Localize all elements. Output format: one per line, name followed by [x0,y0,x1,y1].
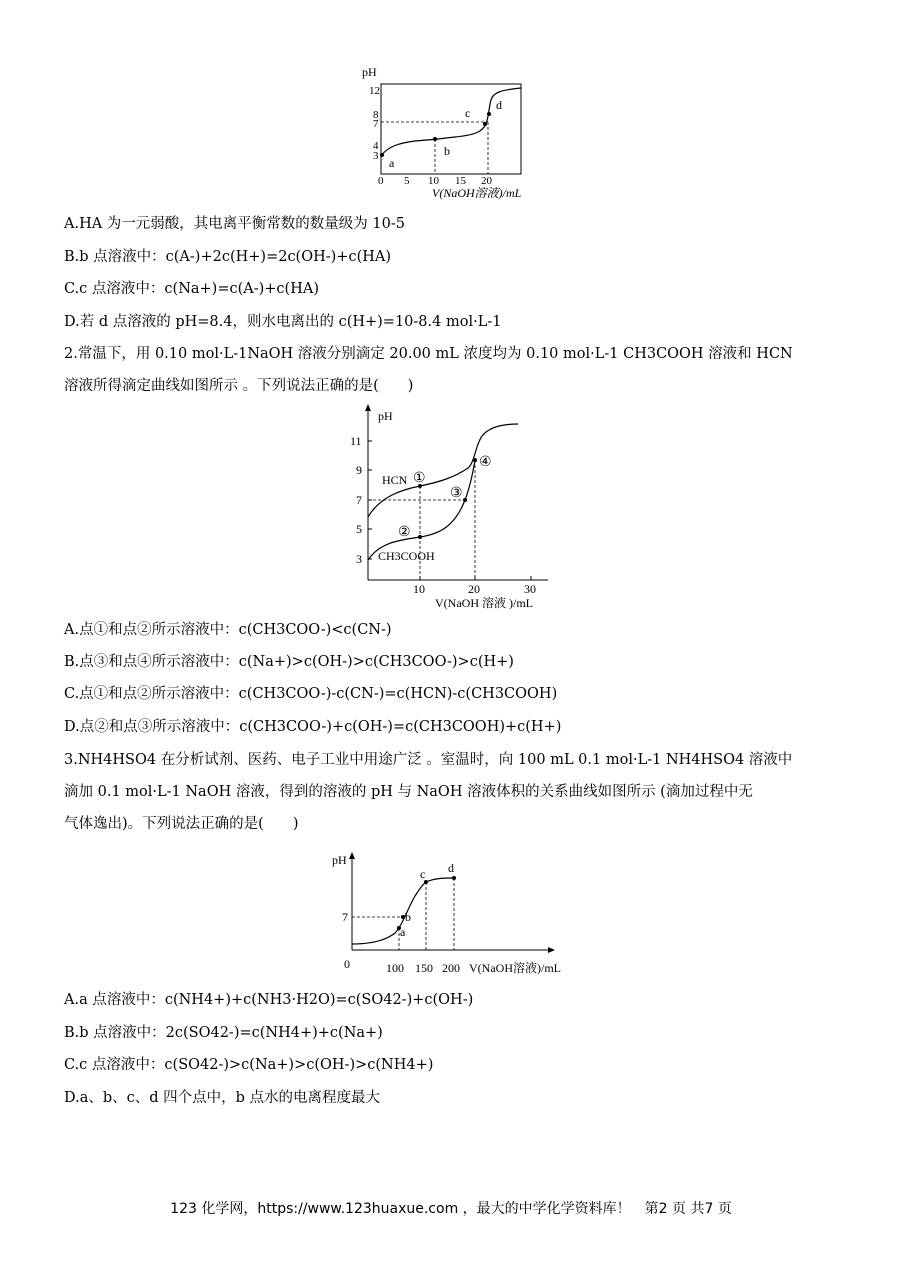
fig1-xtick: 20 [481,175,492,187]
fig1-xlabel: V(NaOH溶液)/mL [432,186,522,200]
q1-option-c: C.c 点溶液中：c(Na+)=c(A-)+c(HA) [64,281,319,297]
q1-option-d: D.若 d 点溶液的 pH=8.4，则水电离出的 c(H+)=10-8.4 mol·L-1 [64,314,502,330]
q2-option-b: B.点③和点④所示溶液中：c(Na+)>c(OH-)>c(CH3COO-)>c(H+) [64,654,514,670]
fig2-ytick: 5 [356,522,362,536]
q2-stem-line1: 2.常温下，用 0.10 mol·L-1NaOH 溶液分别滴定 20.00 mL 浓度均为 0.10 mol·L-1 CH3COOH 溶液和 HCN [64,346,793,362]
fig3-point-b: b [405,910,411,924]
fig1-ytick: 8 [373,109,379,121]
fig1-point-c: c [465,106,471,120]
fig2-ytick: 9 [356,463,362,477]
fig3-point-c: c [420,867,426,881]
q2-option-a: A.点①和点②所示溶液中：c(CH3COO-)<c(CN-) [64,622,392,638]
q3-stem-line2: 滴加 0.1 mol·L-1 NaOH 溶液，得到的溶液的 pH 与 NaOH 溶液体积的关系曲线如图所示 (滴加过程中无 [64,784,753,800]
fig2-ytick: 11 [350,434,362,448]
fig2-label-hcn: HCN [382,473,408,487]
q1-option-b: B.b 点溶液中：c(A-)+2c(H+)=2c(OH-)+c(HA) [64,249,392,265]
fig1-ytick: 12 [369,85,380,97]
fig2-marker-3: ③ [450,486,463,501]
fig2-marker-1: ① [413,471,426,486]
fig2-xtick: 20 [468,582,480,596]
fig2-xlabel: V(NaOH 溶液 )/mL [435,596,533,610]
fig1-xtick: 0 [378,175,384,187]
q3-option-d: D.a、b、c、d 四个点中，b 点水的电离程度最大 [64,1090,381,1106]
fig3-xlabel: V(NaOH溶液)/mL [469,961,561,975]
q3-stem-line1: 3.NH4HSO4 在分析试剂、医药、电子工业中用途广泛 。室温时，向 100 mL 0.1 mol·L-1 NH4HSO4 溶液中 [64,752,793,768]
q2-option-c: C.点①和点②所示溶液中：c(CH3COO-)-c(CN-)=c(HCN)-c(CH3COOH) [64,686,558,702]
fig1-ylabel: pH [362,65,377,79]
fig3-xtick: 150 [415,961,433,975]
fig2-ytick: 7 [356,493,362,507]
fig3-point-a: a [400,925,406,939]
fig2-label-ch3cooh: CH3COOH [378,549,435,563]
fig2-xtick: 10 [413,582,425,596]
fig3-ytick: 7 [342,910,348,924]
fig2-marker-4: ④ [479,455,492,470]
titration-figure-3 [330,848,580,980]
fig2-ytick: 3 [356,552,362,566]
q2-stem-line2: 溶液所得滴定曲线如图所示 。下列说法正确的是( ) [64,378,414,394]
q3-option-c: C.c 点溶液中：c(SO42-)>c(Na+)>c(OH-)>c(NH4+) [64,1057,434,1073]
fig3-xtick: 200 [442,961,460,975]
titration-figure-2 [330,402,560,614]
fig1-ytick: 3 [373,150,379,162]
fig1-xtick: 10 [428,175,439,187]
q1-option-a: A.HA 为一元弱酸，其电离平衡常数的数量级为 10-5 [64,216,405,232]
q3-option-b: B.b 点溶液中：2c(SO42-)=c(NH4+)+c(Na+) [64,1025,383,1041]
fig1-point-a: a [389,156,395,170]
fig3-xtick: 100 [386,961,404,975]
fig1-point-b: b [444,144,450,158]
titration-figure-1 [340,60,560,205]
fig2-xtick: 30 [524,582,536,596]
q2-option-d: D.点②和点③所示溶液中：c(CH3COO-)+c(OH-)=c(CH3COOH)+c(H+) [64,719,562,735]
fig1-ytick: 7 [373,118,379,130]
q3-option-a: A.a 点溶液中：c(NH4+)+c(NH3·H2O)=c(SO42-)+c(OH-) [64,992,474,1008]
fig3-point-d: d [448,861,454,875]
page-footer: 123 化学网，https://www.123huaxue.com ，最大的中学化学资料库！ 第2 页 共7 页 [170,1201,732,1217]
fig1-point-d: d [496,98,502,112]
fig1-ytick: 4 [373,140,379,152]
fig3-ytick: 0 [344,957,350,971]
fig2-marker-2: ② [398,525,411,540]
fig1-xtick: 5 [404,175,410,187]
q3-stem-line3: 气体逸出)。下列说法正确的是( ) [64,816,299,832]
fig1-xtick: 15 [455,175,466,187]
fig2-ylabel: pH [378,409,393,423]
fig3-ylabel: pH [332,853,347,867]
